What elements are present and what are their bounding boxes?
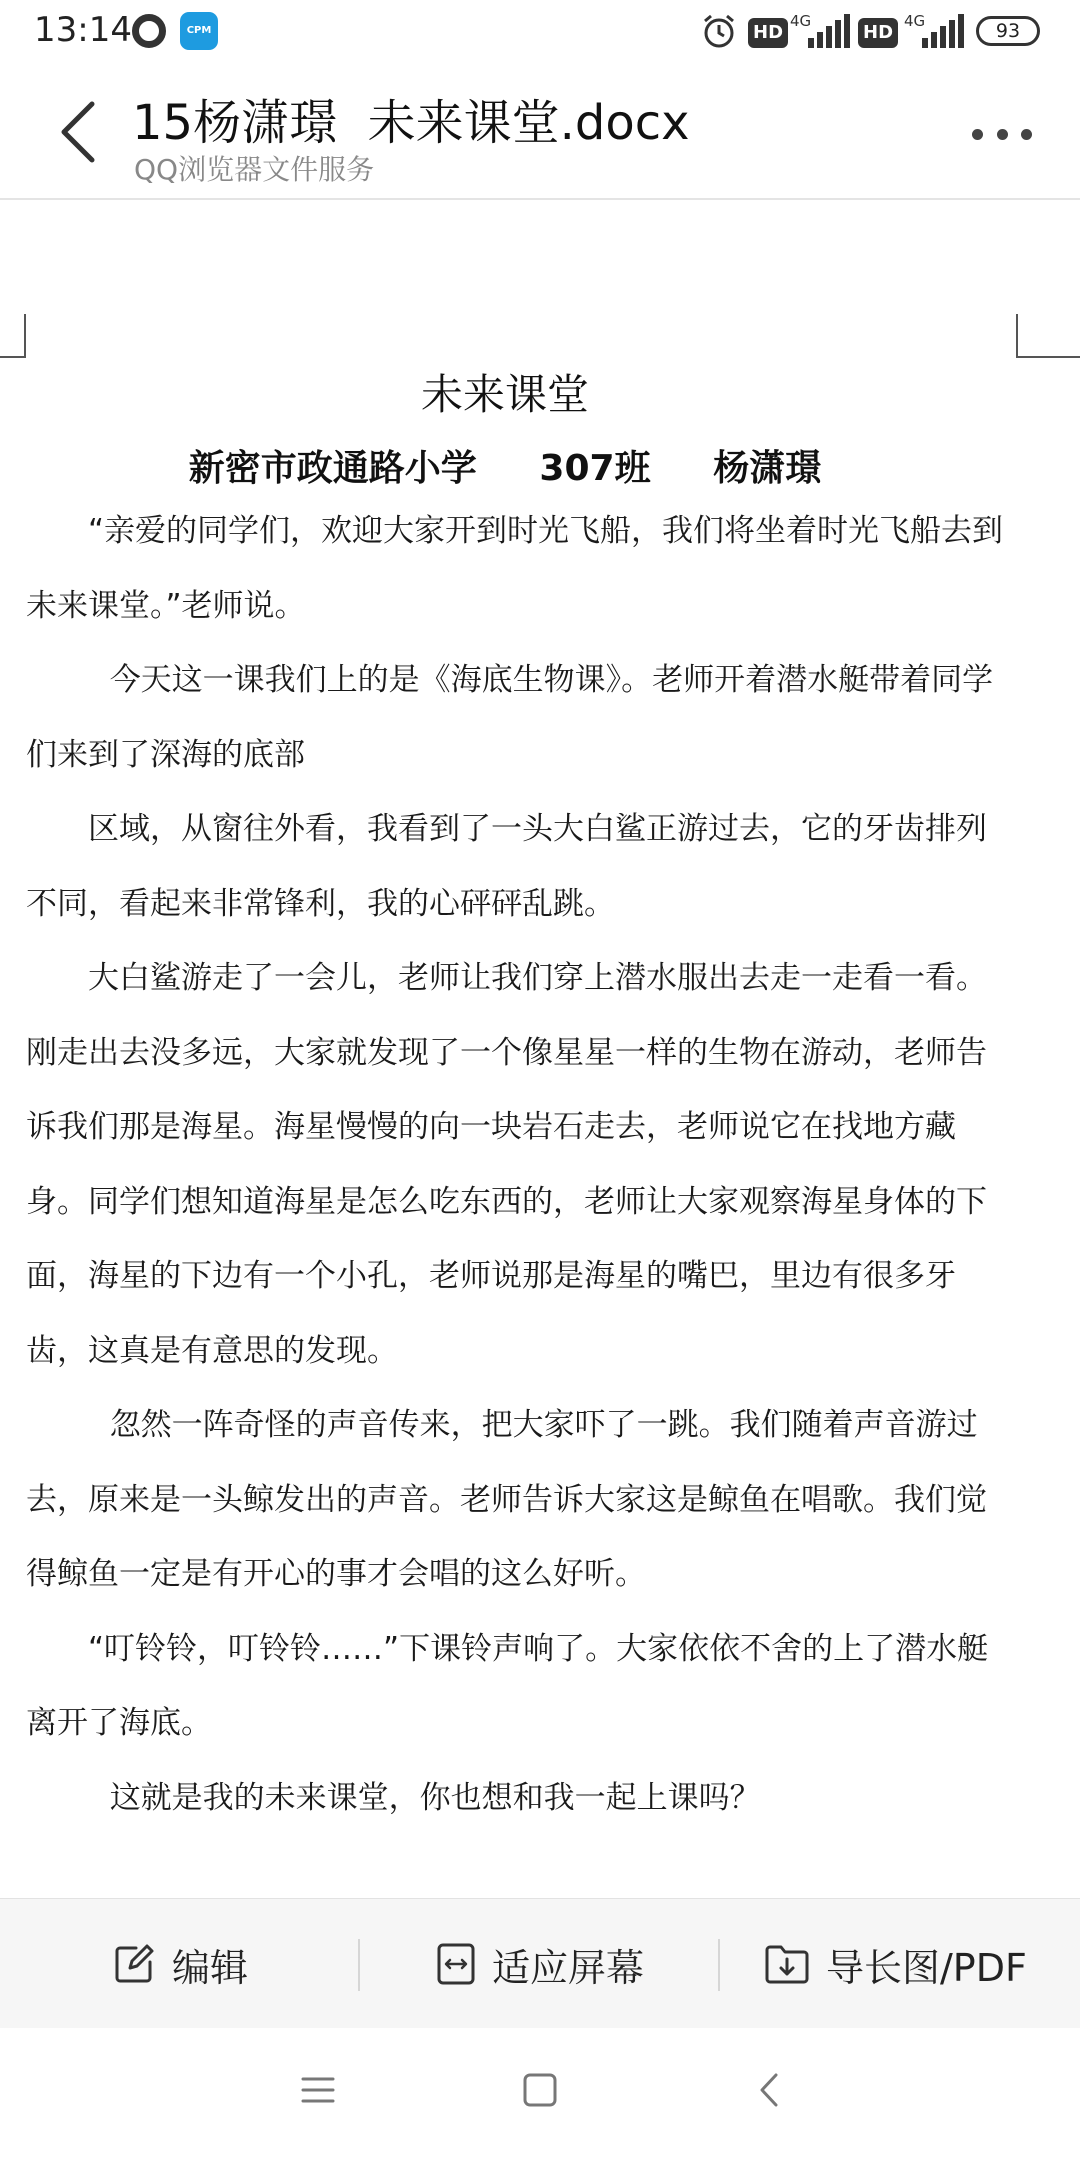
status-time: 13:14: [34, 10, 132, 50]
export-folder-icon: [764, 1942, 810, 1986]
document-viewer[interactable]: [0, 200, 1080, 1900]
more-options-button[interactable]: [972, 124, 1032, 144]
qq-notification-icon: [132, 14, 166, 48]
signal-strength-icon: [922, 14, 964, 48]
paragraph: “亲爱的同学们，欢迎大家开到时光飞船，我们将坐着时光飞船去到未来课堂。”老师说。: [26, 513, 1004, 624]
app-notification-icon: CPM: [180, 12, 218, 50]
export-image-pdf-button[interactable]: [764, 1899, 1027, 2029]
more-dots-icon: [972, 129, 983, 140]
fit-screen-button[interactable]: [436, 1899, 644, 2029]
document-byline: 新密市政通路小学 307班 杨潇璟: [188, 448, 822, 489]
signal-strength-icon: [808, 14, 850, 48]
page-corner-mark: [0, 314, 26, 358]
fit-screen-icon: [436, 1942, 476, 1986]
toolbar-divider: [718, 1939, 720, 1991]
hd-voice-badge: HD: [858, 18, 898, 48]
paragraph: 这就是我的未来课堂，你也想和我一起上课吗？: [109, 1779, 761, 1816]
edit-label: 编辑: [172, 1945, 249, 1990]
edit-button[interactable]: [112, 1899, 248, 2029]
paragraph: 今天这一课我们上的是《海底生物课》。老师开着潜水艇带着同学们来到了深海的底部: [26, 662, 994, 773]
paragraph: 大白鲨游走了一会儿，老师让我们穿上潜水服出去走一走看一看。刚走出去没多远，大家就发现了一个像星星一样的生物在游动，老师告诉我们那是海星。海星慢慢的向一块岩石走去，老师说它在找地方藏身。同学们想知道海星是怎么吃东西的，老师让大家观察海星身体的下面，海星的下边有一个小孔，老师说那是海星的嘴巴，里边有很多牙齿，这真是有意思的发现。: [26, 960, 987, 1369]
title-bar: [0, 66, 1080, 200]
status-bar: [0, 0, 1080, 66]
toolbar-divider: [358, 1939, 360, 1991]
bottom-toolbar: [0, 1898, 1080, 2029]
more-dots-icon: [1021, 129, 1032, 140]
network-type-label: 4G: [904, 12, 926, 30]
battery-indicator: 93: [976, 16, 1040, 46]
paragraph: 忽然一阵奇怪的声音传来，把大家吓了一跳。我们随着声音游过去，原来是一头鲸发出的声音。老师告诉大家这是鲸鱼在唱歌。我们觉得鲸鱼一定是有开心的事才会唱的这么好听。: [26, 1407, 987, 1592]
document-heading: 未来课堂: [420, 370, 589, 419]
document-title: 15杨潇璟 未来课堂.docx: [132, 95, 690, 151]
paragraph: 区域，从窗往外看，我看到了一头大白鲨正游过去，它的牙齿排列不同，看起来非常锋利，我的心砰砰乱跳。: [26, 811, 987, 922]
paragraph: “叮铃铃，叮铃铃……”下课铃声响了。大家依依不舍的上了潜水艇离开了海底。: [26, 1630, 989, 1741]
back-icon[interactable]: [52, 96, 112, 168]
menu-icon[interactable]: [300, 2072, 336, 2108]
fit-screen-label: 适应屏幕: [492, 1945, 645, 1990]
document-subtitle: QQ浏览器文件服务: [134, 153, 375, 186]
more-dots-icon: [997, 129, 1008, 140]
edit-pencil-icon: [112, 1942, 156, 1986]
document-body: [26, 494, 1016, 1835]
export-label: 导长图/PDF: [826, 1945, 1027, 1990]
page-corner-mark: [1016, 314, 1080, 358]
alarm-icon: [700, 12, 738, 50]
network-type-label: 4G: [790, 12, 812, 30]
home-square-icon[interactable]: [522, 2072, 558, 2108]
back-triangle-icon[interactable]: [754, 2072, 784, 2108]
hd-voice-badge: HD: [748, 18, 788, 48]
system-navigation-bar: [0, 2028, 1080, 2160]
